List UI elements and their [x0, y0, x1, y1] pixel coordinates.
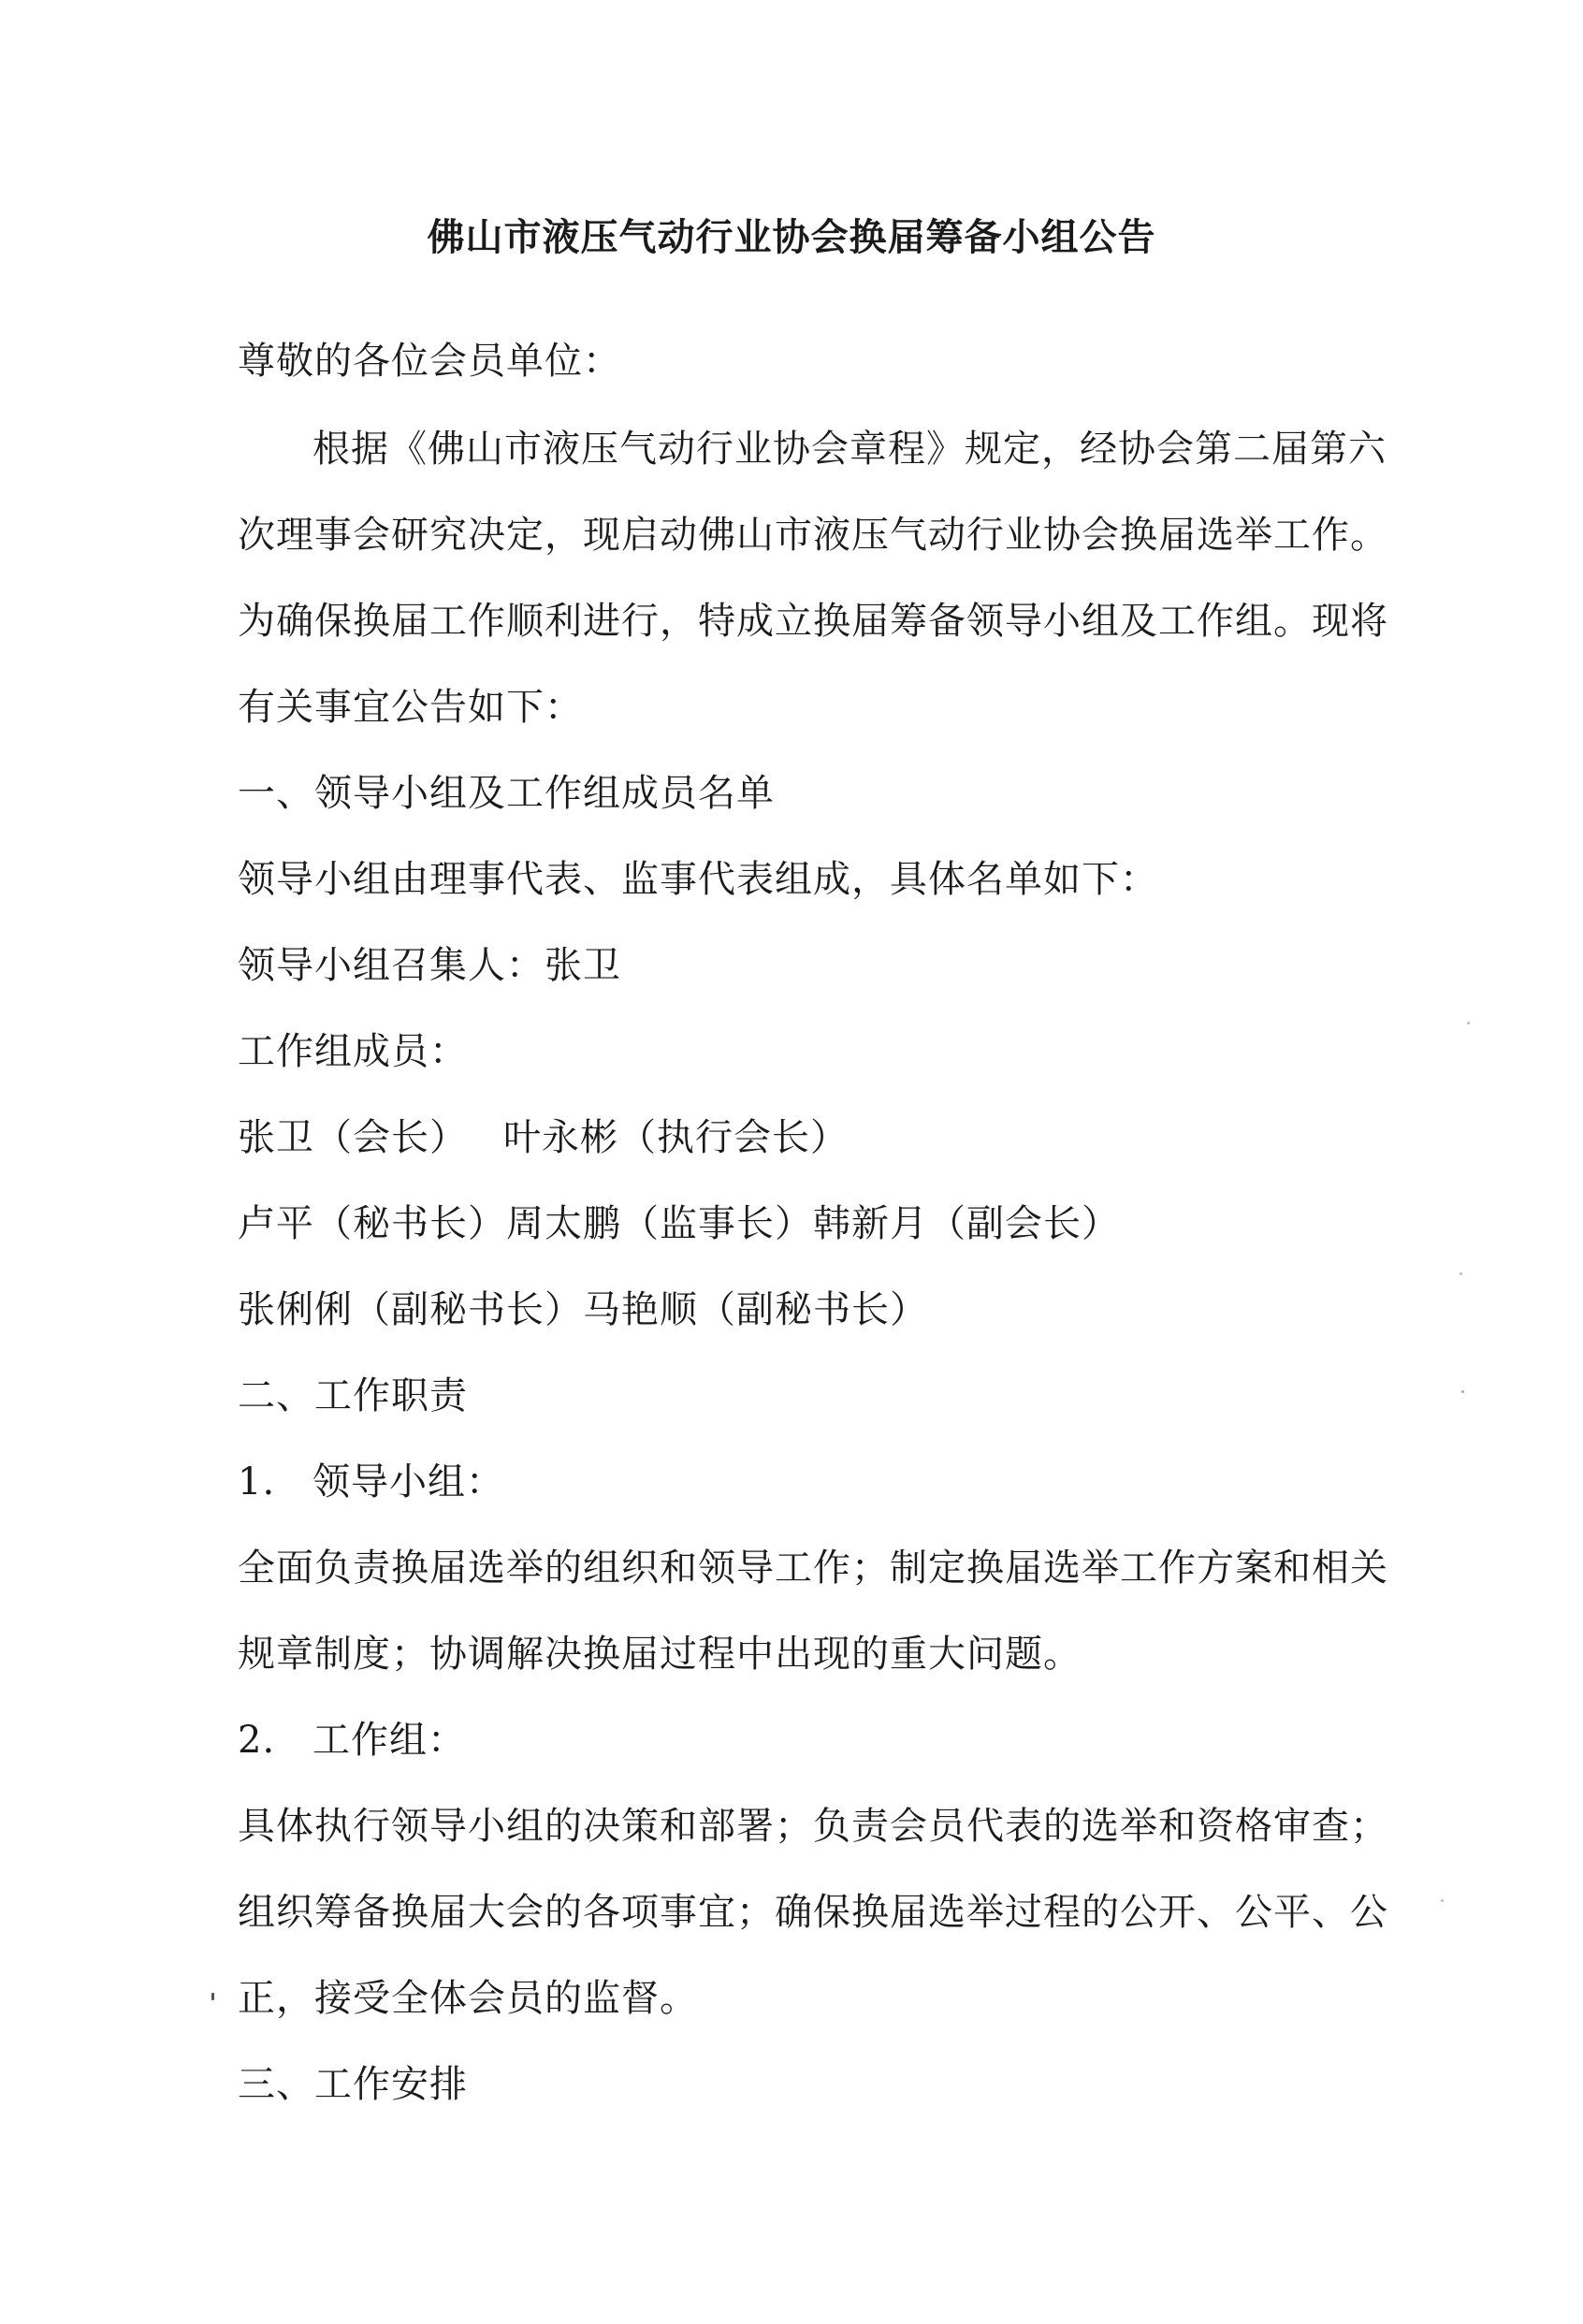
- intro-line-2: 次理事会研究决定，现启动佛山市液压气动行业协会换届选举工作。: [238, 514, 1388, 557]
- duty-item-2-text-2: 组织筹备换届大会的各项事宜；确保换届选举过程的公开、公平、公: [238, 1891, 1388, 1934]
- scan-speck: [1441, 1899, 1444, 1902]
- section1-heading: 一、领导小组及工作组成员名单: [238, 772, 775, 815]
- section2-heading: 二、工作职责: [238, 1374, 468, 1417]
- duty-item-1-label: 领导小组：: [312, 1460, 504, 1503]
- member-ye-yongbin: 叶永彬（执行会长）: [503, 1116, 849, 1159]
- duty-item-2-number: 2.: [238, 1719, 276, 1762]
- duty-item-1-text-2: 规章制度；协调解决换届过程中出现的重大问题。: [238, 1633, 1082, 1676]
- duty-item-1-text-1: 全面负责换届选举的组织和领导工作；制定换届选举工作方案和相关: [238, 1547, 1388, 1590]
- duty-item-2-text-3: 正，接受全体会员的监督。: [238, 1977, 698, 2020]
- section3-heading: 三、工作安排: [238, 2063, 468, 2106]
- section1-desc: 领导小组由理事代表、监事代表组成，具体名单如下：: [238, 858, 1158, 901]
- duty-item-2-label: 工作组：: [312, 1719, 466, 1762]
- duty-item-2-text-1: 具体执行领导小组的决策和部署；负责会员代表的选举和资格审查；: [238, 1805, 1388, 1848]
- scan-speck: [1460, 1272, 1462, 1275]
- scan-speck: [211, 1993, 214, 2000]
- duty-item-2: [238, 1718, 466, 1763]
- intro-line-1: 根据《佛山市液压气动行业协会章程》规定，经协会第二届第六: [312, 428, 1387, 471]
- duty-item-1: [238, 1460, 504, 1504]
- members-row-3: 张俐俐（副秘书长）马艳顺（副秘书长）: [238, 1288, 928, 1331]
- scan-speck: [1467, 1022, 1470, 1024]
- members-row-2: 卢平（秘书长）周太鹏（监事长）韩新月（副会长）: [238, 1202, 1120, 1245]
- convener: 领导小组召集人：张卫: [238, 944, 621, 987]
- members-row-1: [238, 1115, 849, 1160]
- duty-item-1-number: 1.: [238, 1460, 276, 1503]
- salutation: 尊敬的各位会员单位：: [238, 340, 621, 383]
- intro-line-4: 有关事宜公告如下：: [238, 686, 583, 729]
- intro-line-3: 为确保换届工作顺利进行，特成立换届筹备领导小组及工作组。现将: [238, 600, 1388, 643]
- members-label: 工作组成员：: [238, 1030, 468, 1073]
- member-zhang-wei: 张卫（会长）: [238, 1116, 468, 1159]
- scan-speck: [1461, 1390, 1464, 1393]
- page-title: 佛山市液压气动行业协会换届筹备小组公告: [427, 215, 1156, 259]
